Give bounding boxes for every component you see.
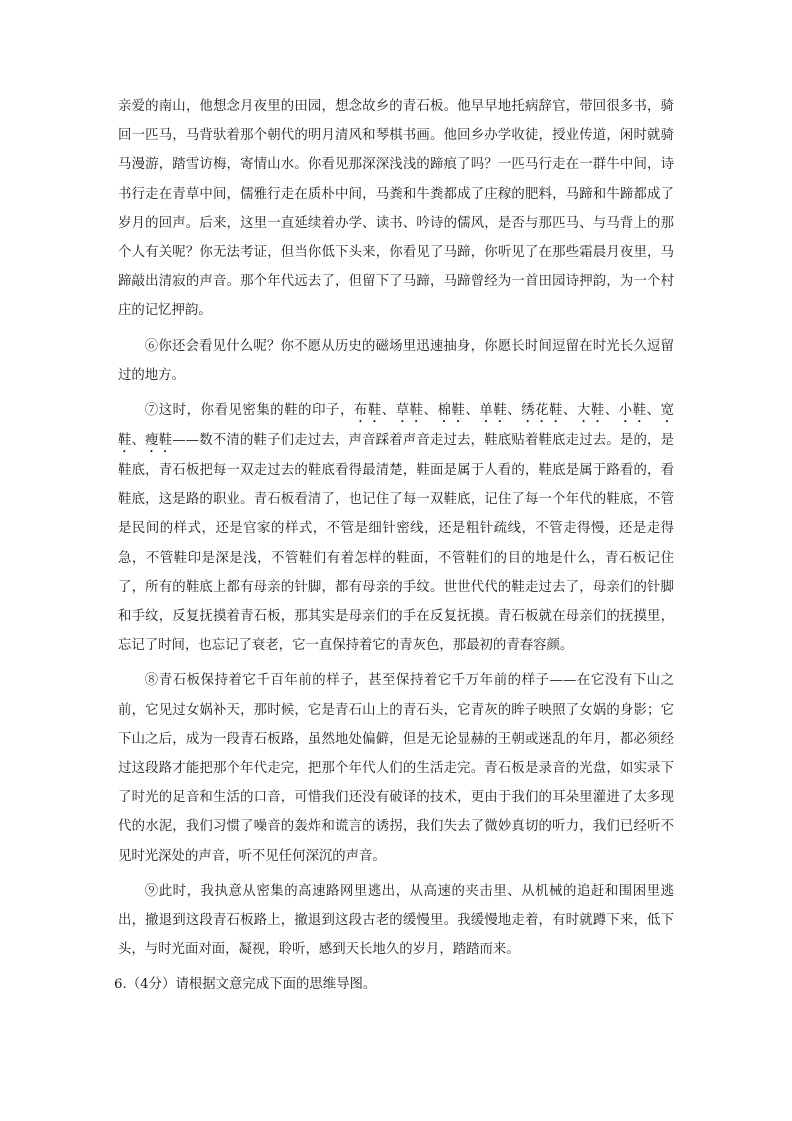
paragraph-6: ⑥你还会看见什么呢？你不愿从历史的磁场里迅速抽身，你愿长时间逗留在时光长久逗留过的地方。 (118, 338, 674, 383)
document-body (114, 92, 675, 1000)
paragraph-7-body: ——数不清的鞋子们走过去，声音踩着声音走过去，鞋底贴着鞋底走过去。是的，是鞋底，青石板把每一双走过去的鞋底看得最清楚，鞋面是属于人看的，鞋底是属于路看的，看鞋底，这是路的职业。青石板看清了，也记住了每一双鞋底，记住了每一个年代的鞋底，不管是民间的样式，还是官家的样式，不管是细针密线，还是粗针疏线，不管走得慢，还是走得急，不管鞋印是深是浅，不管鞋们有着怎样的鞋面，不管鞋们的目的地是什么，青石板记住了，所有的鞋底上都有母亲的针脚，都有母亲的手纹。世世代代的鞋走过去了，母亲们的针脚和手纹，反复抚摸着青石板，那其实是母亲们的手在反复抚摸。青石板就在母亲们的抚摸里，忘记了时间，也忘记了衰老，它一直保持着它的青灰色，那最初的青春容颜。 (118, 433, 674, 654)
paragraph-8: ⑧青石板保持着它千百年前的样子，甚至保持着它千万年前的样子——在它没有下山之前，它见过女娲补天，那时候，它是青石山上的青石头，它青灰的眸子映照了女娲的身影；它下山之后，成为一段青石板路，虽然地处偏僻，但是无论显赫的王朝或迷乱的年月，都必须经过这段路才能把那个年代走完，把那个年代人们的生活走完。青石板是录音的光盘，如实录下了时光的足音和生活的口音，可惜我们还没有破译的技术，更由于我们的耳朵里灌进了太多现代的水泥，我们习惯了噪音的轰炸和谎言的诱拐，我们失去了微妙真切的听力，我们已经听不见时光深处的声音，听不见任何深沉的声音。 (118, 673, 674, 864)
shoe-list-emphasis: 布鞋、草鞋、棉鞋、单鞋、绣花鞋、大鞋、小鞋、宽鞋、瘦鞋 (118, 403, 675, 449)
question-6: 6.（4分）请根据文意完成下面的思维导图。 (114, 977, 377, 993)
paragraph-9: ⑨此时，我执意从密集的高速路网里逃出，从高速的夹击里、从机械的追赶和围困里逃出，撤退到这段青石板路上，撤退到这段古老的缓慢里。我缓慢地走着，有时就蹲下来，低下头，与时光面对面，凝视，聆听，感到天长地久的岁月，踏踏而来。 (118, 883, 674, 958)
paragraph-5-continuation: 亲爱的南山，他想念月夜里的田园，想念故乡的青石板。他早早地托病辞官，带回很多书，骑回一匹马，马背驮着那个朝代的明月清风和琴棋书画。他回乡办学收徒，授业传道，闲时就骑马漫游，踏雪访梅，寄情山水。你看见那深深浅浅的蹄痕了吗？一匹马行走在一群牛中间，诗书行走在青草中间，儒雅行走在质朴中间，马粪和牛粪都成了庄稼的肥料，马蹄和牛蹄都成了岁月的回声。后来，这里一直延续着办学、读书、吟诗的儒风，是否与那匹马、与马背上的那个人有关呢？你无法考证，但当你低下头来，你看见了马蹄，你听见了在那些霜晨月夜里，马蹄敲出清寂的声音。那个年代远去了，但留下了马蹄，马蹄曾经为一首田园诗押韵，为一个村庄的记忆押韵。 (118, 99, 674, 319)
paragraph-7-intro: ⑦这时，你看见密集的鞋的印子， (144, 403, 354, 419)
paragraph-7 (118, 396, 674, 660)
